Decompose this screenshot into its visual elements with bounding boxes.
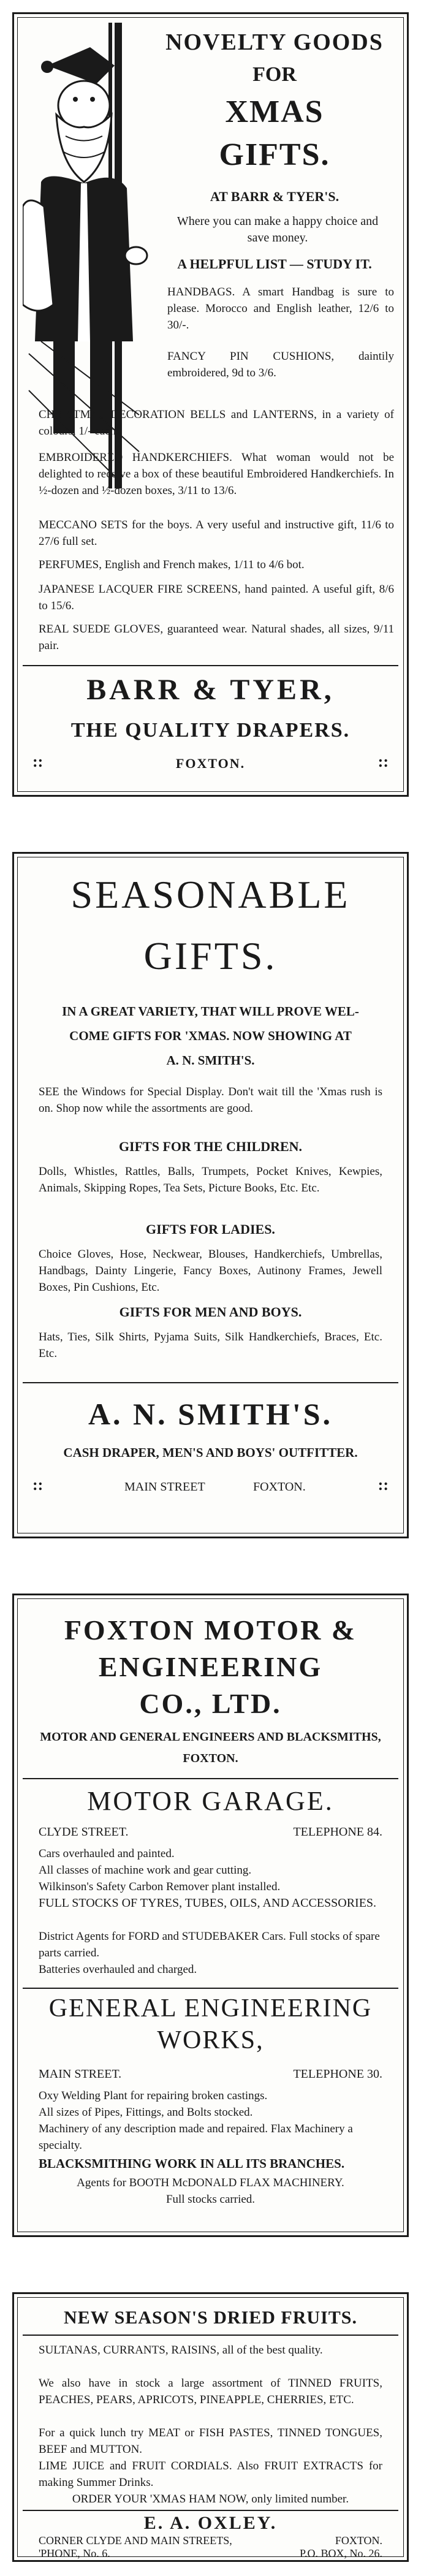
engineering-street: MAIN STREET. [39, 2067, 122, 2081]
advert-foxton-motor [12, 1594, 409, 2237]
item-meccano: MECCANO SETS for the boys. A very useful and instructive gift, 11/6 to 27/6 full set. [39, 519, 394, 548]
agents-line: Agents for BOOTH McDONALD FLAX MACHINERY. [77, 2176, 344, 2189]
helpful-list-heading: A HELPFUL LIST — STUDY IT. [177, 256, 372, 272]
engineering-line: Machinery of any description made and repaired. Flax Machinery a specialty. [39, 2122, 353, 2152]
stock-line: We also have in stock a large assortment of TINNED FRUITS, PEACHES, PEARS, APRICOTS, PINEAPPLE, CHERRIES, ETC. [39, 2377, 382, 2406]
headline-dried-fruits: NEW SEASON'S DRIED FRUITS. [64, 2308, 357, 2328]
item-handkerchiefs: EMBROIDERED HANDKERCHIEFS. What woman would not be delighted to receive a box of these beautiful Embroidered Handkerchiefs. In ½-dozen and ½-dozen boxes, 3/11 to 13/6. [39, 451, 394, 497]
headline-novelty-goods: NOVELTY GOODS [165, 29, 384, 55]
engineering-title-2: WORKS, [157, 2026, 264, 2054]
item-suede-gloves: REAL SUEDE GLOVES, guaranteed wear. Natural shades, all sizes, 9/11 pair. [39, 623, 394, 652]
garage-line: FULL STOCKS OF TYRES, TUBES, OILS, AND ACCESSORIES. [39, 1896, 377, 1910]
garage-line: Wilkinson's Safety Carbon Remover plant installed. [39, 1880, 281, 1893]
divider [23, 2335, 398, 2336]
stocks-line: Full stocks carried. [165, 2193, 256, 2206]
town: FOXTON. [335, 2534, 382, 2547]
blacksmithing-line: BLACKSMITHING WORK IN ALL ITS BRANCHES. [39, 2156, 345, 2171]
garage-line: All classes of machine work and gear cutting. [39, 1864, 252, 1877]
headline-co-ltd: CO., LTD. [139, 1688, 282, 1719]
headline-gifts: GIFTS. [143, 934, 278, 978]
divider [23, 2510, 398, 2511]
firm-name: BARR & TYER, [86, 674, 335, 706]
lead-line-1: IN A GREAT VARIETY, THAT WILL PROVE WEL- [62, 1004, 359, 1019]
advert-barr-tyer [12, 12, 409, 797]
headline-gifts: GIFTS. [219, 137, 330, 172]
phone: 'PHONE, No. 6. [39, 2547, 110, 2559]
divider [23, 665, 398, 666]
headline-seasonable: SEASONABLE [70, 873, 351, 916]
ornament-left: :: [32, 753, 44, 770]
garage-line: Batteries overhauled and charged. [39, 1963, 197, 1976]
stock-line: For a quick lunch try MEAT or FISH PASTES, TINNED TONGUES, BEEF and MUTTON. [39, 2426, 382, 2456]
advert-an-smith [12, 852, 409, 1538]
section-text-men: Hats, Ties, Silk Shirts, Pyjama Suits, Silk Handkerchiefs, Braces, Etc. Etc. [39, 1331, 382, 1360]
item-fire-screens: JAPANESE LACQUER FIRE SCREENS, hand painted. A useful gift, 8/6 to 15/6. [39, 583, 394, 612]
tagline: THE QUALITY DRAPERS. [70, 719, 351, 742]
intro-text: Where you can make a happy choice and save money. [176, 215, 379, 245]
firm-name: A. N. SMITH'S. [88, 1397, 333, 1431]
headline-for: FOR [252, 63, 297, 86]
town: FOXTON. [253, 1480, 306, 1494]
engineering-title-1: GENERAL ENGINEERING [48, 1994, 373, 2023]
divider [23, 1382, 398, 1383]
garage-line: District Agents for FORD and STUDEBAKER Cars. Full stocks of spare parts carried. [39, 1930, 380, 1959]
headline-foxton-motor: FOXTON MOTOR & [64, 1614, 357, 1646]
address: CORNER CLYDE AND MAIN STREETS, [39, 2534, 232, 2547]
engineering-phone: TELEPHONE 30. [293, 2067, 382, 2081]
firm-name: E. A. OXLEY. [143, 2513, 278, 2533]
town: FOXTON. [183, 1752, 238, 1765]
item-decoration-bells: CHRISTMAS DECORATION BELLS and LANTERNS, in a variety of colours, 1/- each. [39, 408, 394, 438]
lead-line-2: COME GIFTS FOR 'XMAS. NOW SHOWING AT [69, 1028, 352, 1043]
item-handbags: HANDBAGS. A smart Handbag is sure to please. Morocco and English leather, 12/6 to 30/-. [167, 286, 394, 332]
town: FOXTON. [175, 756, 246, 771]
headline-engineering: ENGINEERING [98, 1651, 323, 1682]
ornament-right: :: [377, 753, 389, 770]
garage-title: MOTOR GARAGE. [87, 1786, 334, 1816]
garage-phone: TELEPHONE 84. [293, 1825, 382, 1839]
tagline: CASH DRAPER, MEN'S AND BOYS' OUTFITTER. [63, 1445, 358, 1460]
garage-line: Cars overhauled and painted. [39, 1847, 175, 1860]
section-heading-men: GIFTS FOR MEN AND BOYS. [119, 1304, 302, 1320]
stock-line: SULTANAS, CURRANTS, RAISINS, all of the best quality. [39, 2344, 323, 2357]
item-perfumes: PERFUMES, English and French makes, 1/11 to 4/6 bot. [39, 558, 305, 571]
divider [23, 1778, 398, 1779]
section-heading-ladies: GIFTS FOR LADIES. [146, 1222, 275, 1237]
engineering-line: All sizes of Pipes, Fittings, and Bolts stocked. [39, 2106, 253, 2119]
po-box: P.O. BOX, No. 26. [299, 2547, 382, 2559]
ornament-right: :: [377, 1476, 389, 1494]
ornament-left: :: [32, 1476, 44, 1494]
stock-line: LIME JUICE and FRUIT CORDIALS. Also FRUIT EXTRACTS for making Summer Drinks. [39, 2460, 382, 2489]
divider [23, 1988, 398, 1989]
stock-line: ORDER YOUR 'XMAS HAM NOW, only limited number. [72, 2493, 349, 2506]
advert-ea-oxley [12, 2292, 409, 2562]
at-barr-tyer-line: AT BARR & TYER'S. [210, 189, 339, 204]
section-text-ladies: Choice Gloves, Hose, Neckwear, Blouses, Handkerchiefs, Umbrellas, Handbags, Dainty Lingerie, Fancy Boxes, Autinony Frames, Jewell Boxes, Pin Cushions, Etc. [39, 1248, 382, 1294]
garage-street: CLYDE STREET. [39, 1825, 129, 1839]
intro-text: SEE the Windows for Special Display. Don't wait till the 'Xmas rush is on. Shop now while the assortments are good. [39, 1085, 382, 1115]
headline-xmas: XMAS [225, 94, 324, 129]
section-text-children: Dolls, Whistles, Rattles, Balls, Trumpets, Pocket Knives, Kewpies, Animals, Skipping Ropes, Tea Sets, Picture Books, Etc. Etc. [39, 1165, 382, 1195]
engineering-line: Oxy Welding Plant for repairing broken castings. [39, 2089, 268, 2102]
section-heading-children: GIFTS FOR THE CHILDREN. [118, 1139, 303, 1154]
item-pin-cushions: FANCY PIN CUSHIONS, daintily embroidered, 9d to 3/6. [167, 350, 394, 379]
lead-line-3: A. N. SMITH'S. [166, 1053, 255, 1068]
street: MAIN STREET [124, 1480, 205, 1494]
subheading: MOTOR AND GENERAL ENGINEERS AND BLACKSMITHS, [40, 1730, 381, 1744]
